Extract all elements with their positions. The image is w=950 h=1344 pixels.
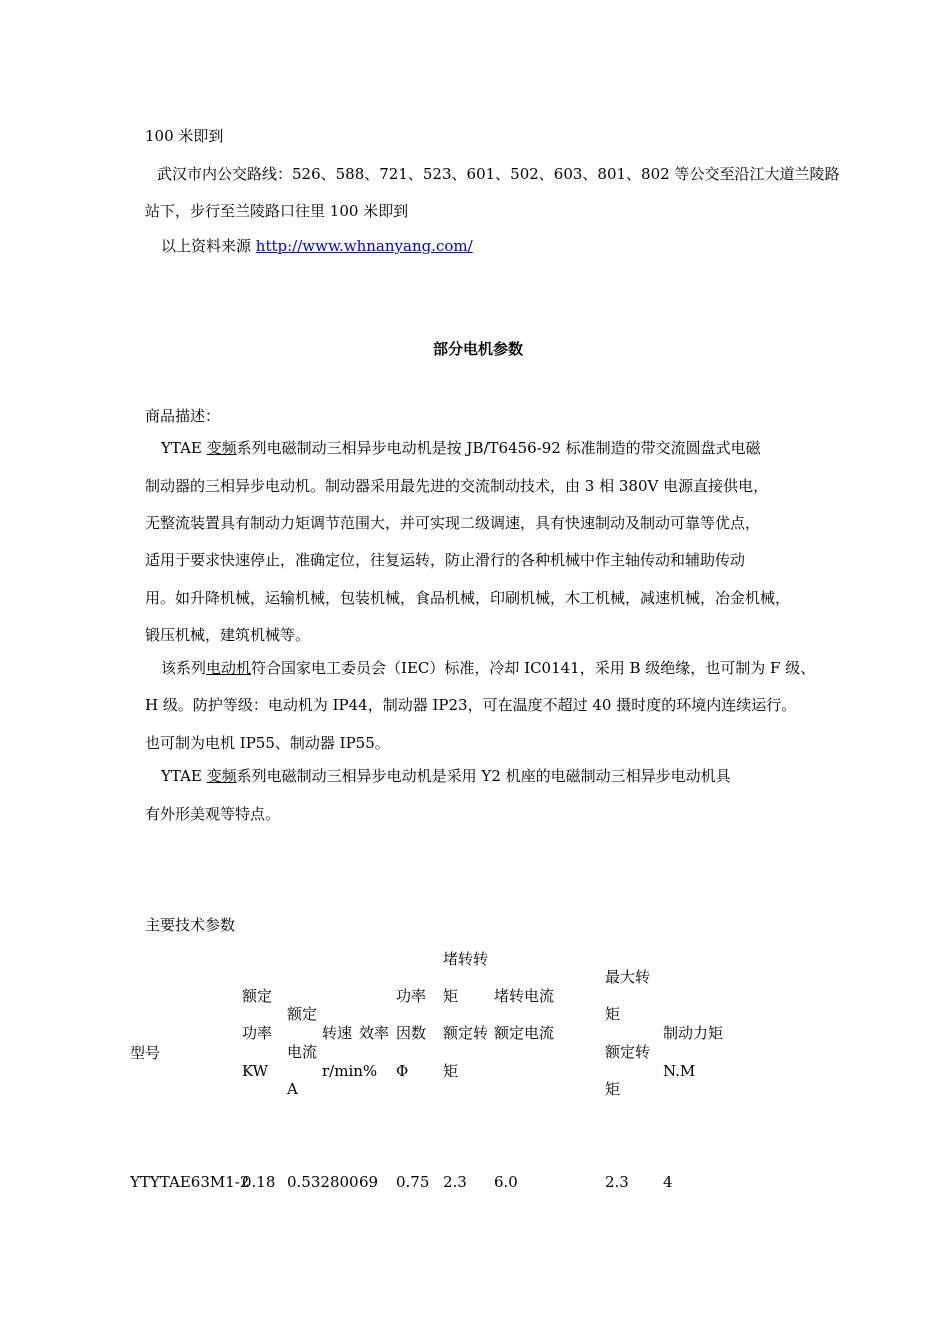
header-lrc-1: 堵转电流 <box>494 987 555 1005</box>
cell-lrc: 6.0 <box>494 1173 518 1191</box>
params-label: 主要技术参数 <box>145 916 236 934</box>
header-pf-2: 因数 <box>396 1024 427 1042</box>
header-maxt-1: 最大转 <box>605 968 651 986</box>
header-lrt-4: 矩 <box>443 1062 459 1080</box>
desc-p1-line-2: 制动器的三相异步电动机。制动器采用最先进的交流制动技术，由 3 相 380V 电源直接供电， <box>145 477 769 495</box>
source-link[interactable]: http://www.whnanyang.com/ <box>255 237 473 255</box>
header-current-3: A <box>287 1080 298 1098</box>
cell-maxt: 2.3 <box>605 1173 629 1191</box>
header-maxt-3: 额定转 <box>605 1043 651 1061</box>
desc-p1-line-1: YTAE 变频系列电磁制动三相异步电动机是按 JB/T6456-92 标准制造的带交流圆盘式电磁 <box>161 439 761 457</box>
header-model: 型号 <box>130 1044 161 1062</box>
desc-p1-line-3: 无整流装置具有制动力矩调节范围大，并可实现二级调速，具有快速制动及制动可靠等优点， <box>145 514 761 532</box>
intro-line-1: 武汉市内公交路线：526、588、721、523、601、502、603、801、802 等公交至沿江大道兰陵路 <box>157 165 840 183</box>
term-vf-link[interactable]: 变频 <box>206 439 237 457</box>
header-lrc-2: 额定电流 <box>494 1024 555 1042</box>
term-motor-link[interactable]: 电动机 <box>206 659 252 677</box>
desc-p1-line-5: 用。如升降机械，运输机械，包装机械，食品机械，印刷机械，木工机械，减速机械，冶金机械， <box>145 589 791 607</box>
cell-current-speed: 0.532800 <box>287 1173 359 1191</box>
desc-p3-line-1: YTAE 变频系列电磁制动三相异步电动机是采用 Y2 机座的电磁制动三相异步电动机具 <box>161 767 731 785</box>
desc-p2-line-2: H 级。防护等级：电动机为 IP44，制动器 IP23，可在温度不超过 40 摄时度的环境内连续运行。 <box>145 696 797 714</box>
header-current-1: 额定 <box>287 1005 318 1023</box>
desc-label: 商品描述： <box>145 407 221 425</box>
cell-lrt: 2.3 <box>443 1173 467 1191</box>
desc-p2-line-1: 该系列电动机符合国家电工委员会（IEC）标准，冷却 IC0141，采用 B 级绝缘，也可制为 F 级、 <box>161 659 816 677</box>
header-speed-1: 转速 <box>322 1024 353 1042</box>
cell-brake: 4 <box>663 1173 673 1191</box>
header-pf-1: 功率 <box>396 987 427 1005</box>
intro-line-0: 100 米即到 <box>145 127 224 145</box>
header-speed-2: r/min% <box>322 1062 378 1080</box>
header-power-3: KW <box>242 1062 269 1080</box>
cell-efficiency: 69 <box>359 1173 379 1191</box>
cell-model: YTYTAE63M1-2 <box>130 1173 250 1191</box>
header-lrt-2: 矩 <box>443 987 459 1005</box>
header-pf-3: Φ <box>396 1062 409 1080</box>
source-line <box>161 236 473 256</box>
header-brake-2: N.M <box>663 1062 696 1080</box>
header-brake-1: 制动力矩 <box>663 1024 724 1042</box>
desc-p3-line-2: 有外形美观等特点。 <box>145 805 281 823</box>
header-maxt-2: 矩 <box>605 1005 621 1023</box>
header-power-2: 功率 <box>242 1024 273 1042</box>
desc-p1-line-6: 锻压机械，建筑机械等。 <box>145 626 311 644</box>
header-lrt-1: 堵转转 <box>443 950 489 968</box>
header-maxt-4: 矩 <box>605 1080 621 1098</box>
intro-line-2: 站下，步行至兰陵路口往里 100 米即到 <box>145 202 409 220</box>
header-power-1: 额定 <box>242 987 273 1005</box>
desc-p1-line-4: 适用于要求快速停止，准确定位，往复运转，防止滑行的各种机械中作主轴传动和辅助传动 <box>145 551 746 569</box>
section-heading: 部分电机参数 <box>433 340 524 358</box>
source-prefix: 以上资料来源 <box>161 237 256 255</box>
desc-p2-line-3: 也可制为电机 IP55、制动器 IP55。 <box>145 734 390 752</box>
header-lrt-3: 额定转 <box>443 1024 489 1042</box>
term-vf-link-2[interactable]: 变频 <box>206 767 237 785</box>
header-efficiency: 效率 <box>359 1024 390 1042</box>
cell-pf: 0.75 <box>396 1173 430 1191</box>
cell-power: 0.18 <box>242 1173 276 1191</box>
header-current-2: 电流 <box>287 1043 318 1061</box>
